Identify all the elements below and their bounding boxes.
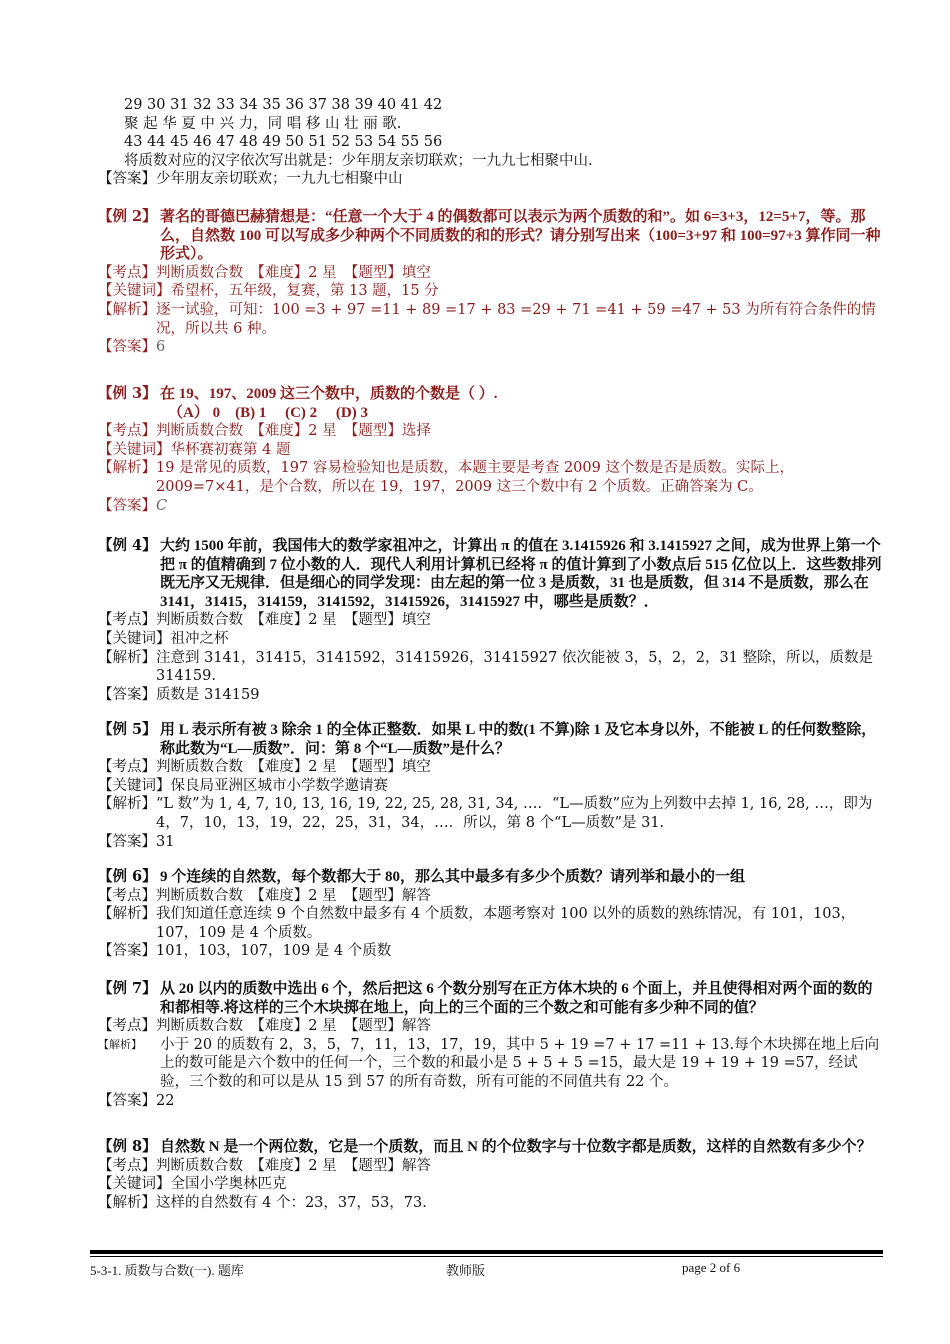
meta-text: 逐一试验，可知：100 =3 + 97 =11 + 89 =17 + 83 =29 + 71 =41 + 59 =47 + 53 为所有符合条件的情况，所以共 6 种。: [156, 301, 876, 337]
footer-page-number: page 2 of 6: [682, 1260, 741, 1275]
meta-text: 判断质数合数 【难度】2 星 【题型】解答: [156, 1018, 431, 1035]
footer-title: 5-3-1. 质数与合数(一). 题库: [90, 1263, 244, 1278]
footer-edition: 教师版: [446, 1263, 486, 1278]
meta-label: 【答案】: [98, 833, 156, 850]
meta-row: [98, 264, 884, 283]
question-body: 著名的哥德巴赫猜想是：“任意一个大于 4 的偶数都可以表示为两个质数的和”。如 6=3+3，12=5+7，等。那么，自然数 100 可以写成多少种两个不同质数的和的形式？请分别写出来（100=3+97 和 100=97+3 算作同一种形式）。: [160, 209, 881, 263]
meta-label: 【关键词】: [98, 777, 171, 794]
meta-text: 19 是常见的质数，197 容易检验知也是质数，本题主要是考查 2009 这个数是否是质数。实际上，2009=7×41，是个合数，所以在 19，197，2009 这三个数中有 2 个质数。正确答案为 C。: [156, 460, 794, 495]
meta-label: 【关键词】: [98, 441, 171, 458]
meta-text: 保良局亚洲区城市小学数学邀请赛: [170, 777, 388, 794]
meta-row: [98, 497, 884, 516]
meta-text: 华杯赛初赛第 4 题: [170, 441, 291, 458]
intro-line: 29 30 31 32 33 34 35 36 37 38 39 40 41 42: [124, 97, 443, 113]
meta-text: 祖冲之杯: [170, 630, 229, 647]
question-body: 从 20 以内的质数中选出 6 个，然后把这 6 个数分别写在正方体木块的 6 个面上，并且使得相对两个面的数的和都相等.将这样的三个木块掷在地上，向上的三个面的三个数之和可能有多少种不同的值？: [160, 981, 873, 1016]
question-row: [98, 980, 884, 1017]
meta-text: 判断质数合数 【难度】2 星 【题型】解答: [156, 1157, 431, 1174]
meta-row: [98, 1017, 884, 1036]
question-row: [98, 208, 884, 264]
meta-label: 【答案】: [98, 339, 156, 356]
meta-text: 判断质数合数 【难度】2 星 【题型】填空: [156, 612, 431, 629]
example-label: 【例 5】: [98, 721, 157, 738]
example-label: 【例 6】: [98, 868, 157, 885]
meta-label: 【答案】: [98, 686, 156, 703]
meta-label: 【答案】: [98, 497, 156, 514]
meta-label: 【解析】: [98, 796, 156, 813]
example-block: [98, 1138, 884, 1212]
meta-label: 【解析】: [98, 460, 156, 477]
meta-row: [98, 905, 884, 942]
meta-row: [98, 459, 884, 496]
meta-label: 【解析】: [98, 1037, 142, 1051]
meta-text: 判断质数合数 【难度】2 星 【题型】选择: [156, 423, 431, 440]
meta-label: 【关键词】: [98, 283, 171, 300]
meta-row: [98, 1036, 884, 1092]
answer-label: 【答案】: [98, 171, 156, 188]
question-text: [160, 537, 884, 611]
meta-text: 我们知道任意连续 9 个自然数中最多有 4 个质数，本题考察对 100 以外的质数的熟练情况，有 101，103，107，109 是 4 个质数。: [156, 906, 856, 941]
example-block: [98, 980, 884, 1110]
question-body: 大约 1500 年前，我国伟大的数学家祖冲之，计算出 π 的值在 3.1415926 和 3.1415927 之间，成为世界上第一个把 π 的值精确到 7 位小数的人．现代人利用计算机已经将 π 的值计算到了小数点后 515 亿位以上．这些数排列既无序又无规律．但是细心的同学发现：由左起的第一位 3 是质数，31 也是质数，但 314 不是质数，那么在 3141，31415，314159，3141592，31415926，31415927 中，哪些是质数？．: [160, 538, 882, 610]
example-block: [98, 868, 884, 961]
meta-text: 全国小学奥林匹克: [170, 1176, 287, 1193]
meta-row: [98, 777, 884, 796]
example-label: 【例 3】: [98, 385, 157, 402]
meta-row: [98, 1175, 884, 1194]
question-text: [160, 208, 884, 264]
intro-block: [98, 96, 884, 189]
question-row: [98, 537, 884, 611]
meta-label: 【解析】: [98, 906, 156, 923]
example-label: 【例 4】: [98, 537, 157, 554]
meta-row: [98, 942, 884, 961]
meta-label: 【考点】: [98, 1157, 156, 1174]
question-body: 自然数 N 是一个两位数，它是一个质数，而且 N 的个位数字与十位数字都是质数，这样的自然数有多少个？: [160, 1139, 872, 1155]
meta-label: 【解析】: [98, 1194, 156, 1211]
meta-row: [98, 1194, 884, 1213]
meta-row: [98, 795, 884, 832]
meta-row: [98, 422, 884, 441]
meta-row: [98, 1092, 884, 1111]
meta-row: [98, 441, 884, 460]
meta-text: 注意到 3141，31415，3141592，31415926，31415927 依次能被 3，5，2，2，31 整除，所以，质数是 314159.: [156, 649, 873, 685]
meta-label: 【关键词】: [98, 1176, 171, 1193]
example-label: 【例 2】: [98, 208, 157, 225]
example-block: [98, 208, 884, 357]
answer-row: [98, 170, 884, 189]
question-text: [160, 385, 884, 422]
meta-label: 【考点】: [98, 1018, 156, 1035]
question-row: [98, 868, 884, 887]
example-block: [98, 721, 884, 851]
meta-row: [98, 630, 884, 649]
question-text: [160, 1138, 884, 1157]
meta-text: 这样的自然数有 4 个：23，37，53，73.: [156, 1194, 427, 1211]
meta-label: 【考点】: [98, 887, 156, 904]
meta-text: C: [156, 497, 168, 514]
meta-text: 质数是 314159: [156, 686, 260, 703]
meta-label: 【考点】: [98, 423, 156, 440]
meta-row: [98, 686, 884, 705]
meta-row: [98, 338, 884, 357]
question-text: [160, 980, 884, 1017]
question-body: 在 19、197、2009 这三个数中，质数的个数是（ ）.: [160, 386, 498, 402]
footer-rule: [90, 1250, 883, 1254]
question-row: [98, 385, 884, 422]
intro-line: 43 44 45 46 47 48 49 50 51 52 53 54 55 56: [124, 134, 443, 151]
meta-label: 【解析】: [98, 301, 156, 318]
question-text: [160, 721, 884, 758]
question-body: 用 L 表示所有被 3 除余 1 的全体正整数．如果 L 中的数(1 不算)除 1 及它本身以外，不能被 L 的任何数整除，称此数为“L—质数”．问：第 8 个“L—质数”是什么？: [160, 722, 877, 757]
example-label: 【例 7】: [98, 980, 157, 997]
meta-text: 判断质数合数 【难度】2 星 【题型】填空: [156, 264, 431, 281]
meta-row: [98, 1157, 884, 1176]
question-row: [98, 721, 884, 758]
meta-row: [98, 758, 884, 777]
example-block: [98, 537, 884, 704]
meta-row: [98, 649, 884, 686]
meta-label: 【关键词】: [98, 630, 171, 647]
question-row: [98, 1138, 884, 1157]
answer-text: 少年朋友亲切联欢；一九九七相聚中山: [156, 171, 403, 188]
example-label: 【例 8】: [98, 1138, 157, 1155]
meta-text: 101，103，107，109 是 4 个质数: [156, 943, 392, 960]
meta-label: 【解析】: [98, 649, 156, 666]
meta-row: [98, 611, 884, 630]
meta-label: 【考点】: [98, 612, 156, 629]
meta-label: 【考点】: [98, 264, 156, 281]
meta-text: 6: [156, 339, 166, 356]
intro-line: 聚 起 华 夏 中 兴 力，同 唱 移 山 壮 丽 歌.: [124, 115, 402, 132]
meta-text: “L 数”为 1, 4, 7, 10, 13, 16, 19, 22, 25, 28, 31, 34, …．“L—质数”应为上列数中去掉 1, 16, 28, …，即为 4，7，10，13，19，22，25，31，34，…．所以，第 8 个“L—质数”是 31.: [156, 796, 873, 831]
question-body: 9 个连续的自然数，每个数都大于 80，那么其中最多有多少个质数？请列举和最小的一组: [160, 869, 746, 885]
meta-text: 22: [156, 1092, 175, 1109]
answer-options: （A） 0 (B) 1 (C) 2 (D) 3: [168, 404, 368, 421]
meta-text: 判断质数合数 【难度】2 星 【题型】填空: [156, 759, 431, 776]
meta-text: 希望杯，五年级，复赛，第 13 题，15 分: [170, 283, 439, 300]
meta-row: [98, 887, 884, 906]
example-block: [98, 385, 884, 515]
meta-row: [98, 282, 884, 301]
footer-rule: [90, 1256, 883, 1257]
meta-label: 【答案】: [98, 943, 156, 960]
meta-label: 【考点】: [98, 759, 156, 776]
meta-row: [98, 301, 884, 338]
meta-row: [98, 833, 884, 852]
meta-label: 【答案】: [98, 1092, 156, 1109]
meta-text: 小于 20 的质数有 2，3，5，7，11，13，17，19，其中 5 + 19 =7 + 17 =11 + 13.每个木块掷在地上后向上的数可能是六个数中的任何一个，三个数的和最小是 5 + 5 + 5 =15，最大是 19 + 19 + 19 =57，经试验，三个数的和可以是从 15 到 57 的所有奇数，所有可能的不同值共有 22 个。: [160, 1036, 880, 1090]
intro-line: 将质数对应的汉字依次写出就是：少年朋友亲切联欢；一九九七相聚中山.: [124, 152, 593, 169]
question-text: [160, 868, 884, 887]
meta-text: 31: [156, 833, 175, 850]
meta-text: 判断质数合数 【难度】2 星 【题型】解答: [156, 887, 431, 904]
